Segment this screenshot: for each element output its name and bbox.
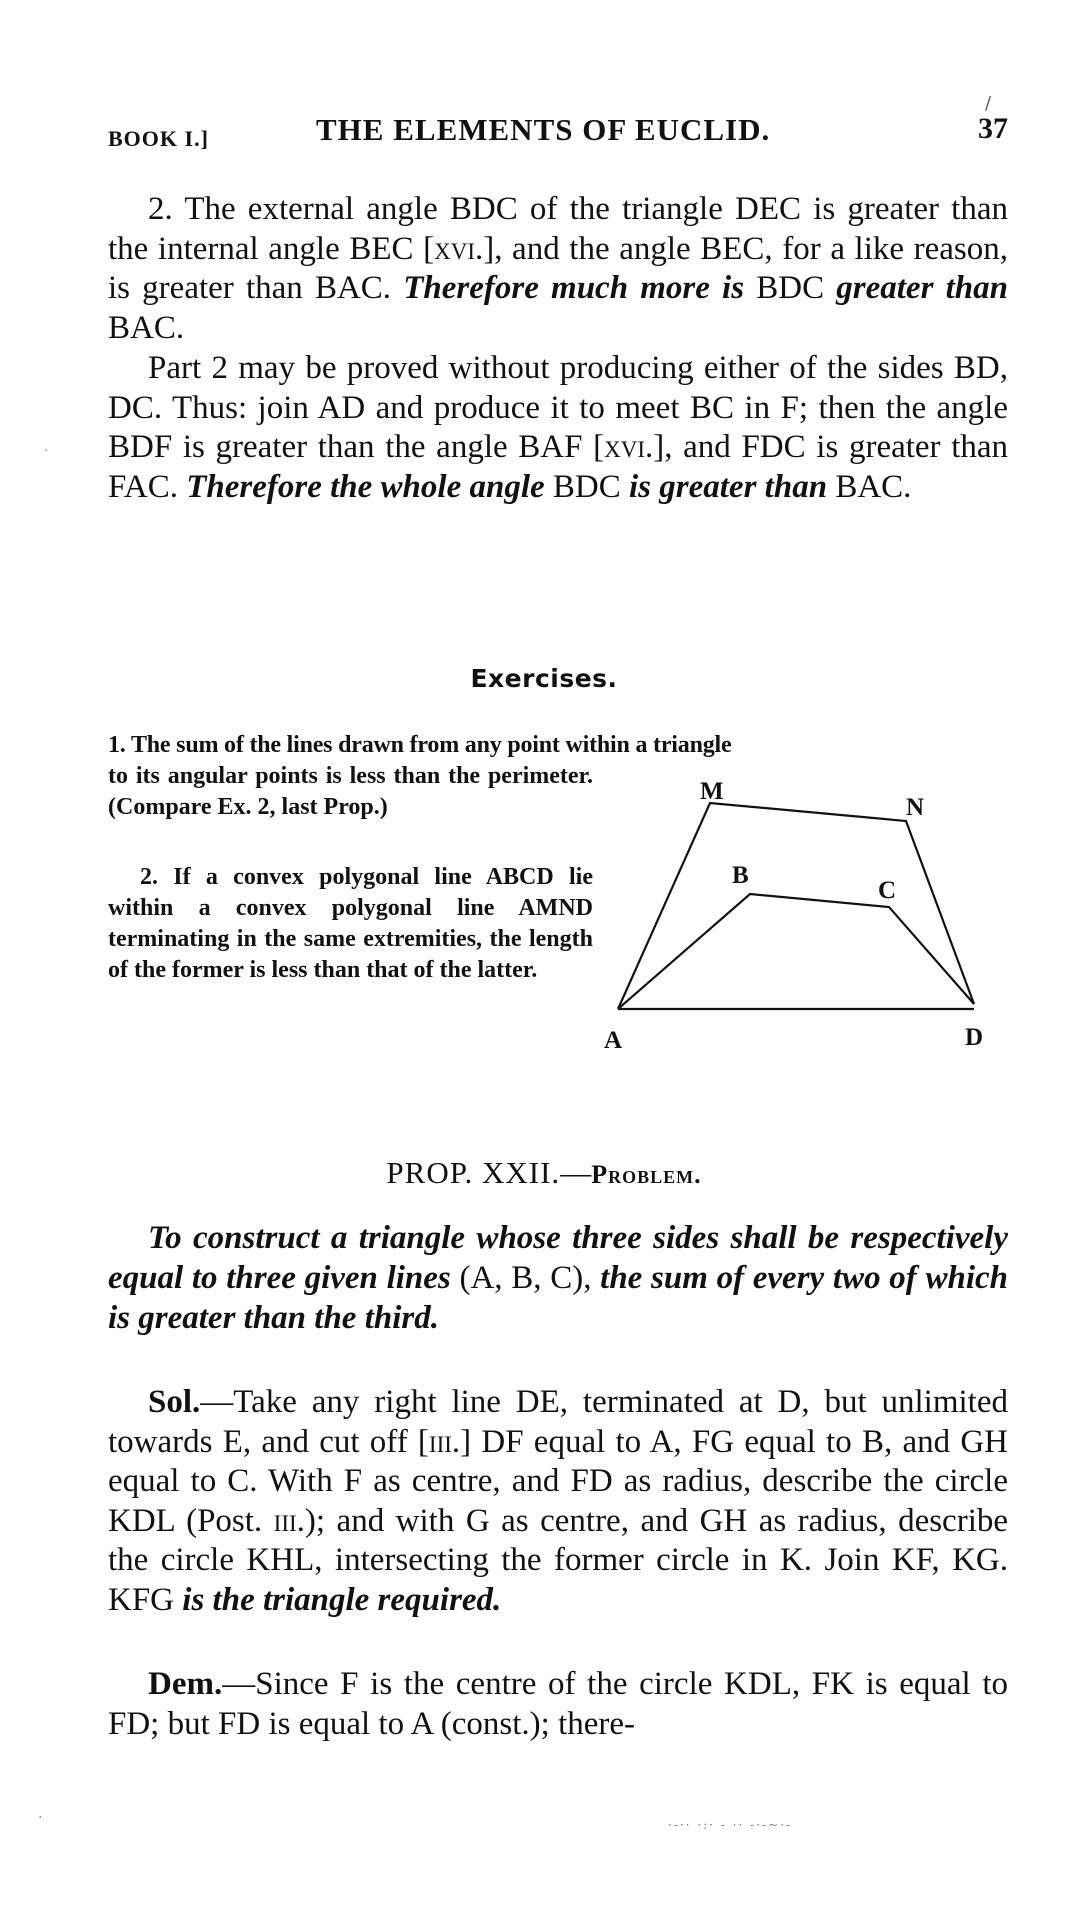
- label-d: D: [965, 1024, 984, 1051]
- scan-dot-mark: ·: [38, 1810, 43, 1826]
- outer-polygonal-line-amnd: [618, 803, 974, 1009]
- exercise-1-body: to its angular points is less than the perimeter. (Compare Ex. 2, last Prop.): [108, 763, 593, 820]
- scan-smudge-marks: ·-·· ·:· - ·· -·-~·-: [668, 1818, 792, 1832]
- exercises-heading: Exercises.: [470, 664, 618, 693]
- scan-tick-mark: /: [985, 93, 992, 114]
- page-number: 37: [978, 112, 1008, 145]
- label-a: A: [604, 1027, 623, 1054]
- solution-paragraph: Sol.—Take any right line DE, terminated at D, but unlimited towards E, and cut off [iii.] DF equal to A, FG equal to B, and GH equal to C. With F as centre, and FD as radius, describe the circle KDL (Post. iii.); and with G as centre, and GH as radius, describe the circle KHL, intersecting the former circle in K. Join KF, KG. KFG is the triangle required.: [108, 1384, 1009, 1618]
- header-title: THE ELEMENTS OF EUCLID.: [316, 112, 771, 147]
- paragraph-part1-proof: 2. The external angle BDC of the triangle DEC is greater than the internal angle BEC [xvi.], and the angle BEC, for a like reason, is greater than BAC. Therefore much more is BDC greater than BAC.: [108, 191, 1008, 346]
- scan-dot-mark: ·: [44, 443, 49, 459]
- exercise-2: 2. If a convex polygonal line ABCD lie within a convex polygonal line AMND terminating in the same extremities, the length of the former is less than that of the latter.: [108, 864, 593, 983]
- paragraph-part2-proof: Part 2 may be proved without producing either of the sides BD, DC. Thus: join AD and produce it to meet BC in F; then the angle BDF is greater than the angle BAF [xvi.], and FDC is greater than FAC. Therefore the whole angle BDC is greater than BAC.: [108, 350, 1009, 505]
- label-c: C: [878, 877, 897, 904]
- running-header: [108, 112, 1008, 156]
- label-n: N: [906, 794, 925, 821]
- demonstration-paragraph: Dem.—Since F is the centre of the circle KDL, FK is equal to FD; but FD is equal to A (const.); there-: [108, 1666, 1008, 1742]
- inner-polygonal-line-abcd: [618, 894, 974, 1009]
- proposition-statement: To construct a triangle whose three sides shall be respectively equal to three given lines (A, B, C), the sum of every two of which is greater than the third.: [108, 1220, 1008, 1336]
- proposition-heading: PROP. XXII.—Problem.: [386, 1155, 702, 1190]
- exercise-1-first-line: 1. The sum of the lines drawn from any point within a triangle: [108, 732, 732, 758]
- header-book: BOOK I.]: [108, 126, 209, 151]
- label-b: B: [732, 862, 749, 889]
- quadrilateral-figure: [600, 765, 1010, 1055]
- label-m: M: [700, 778, 724, 805]
